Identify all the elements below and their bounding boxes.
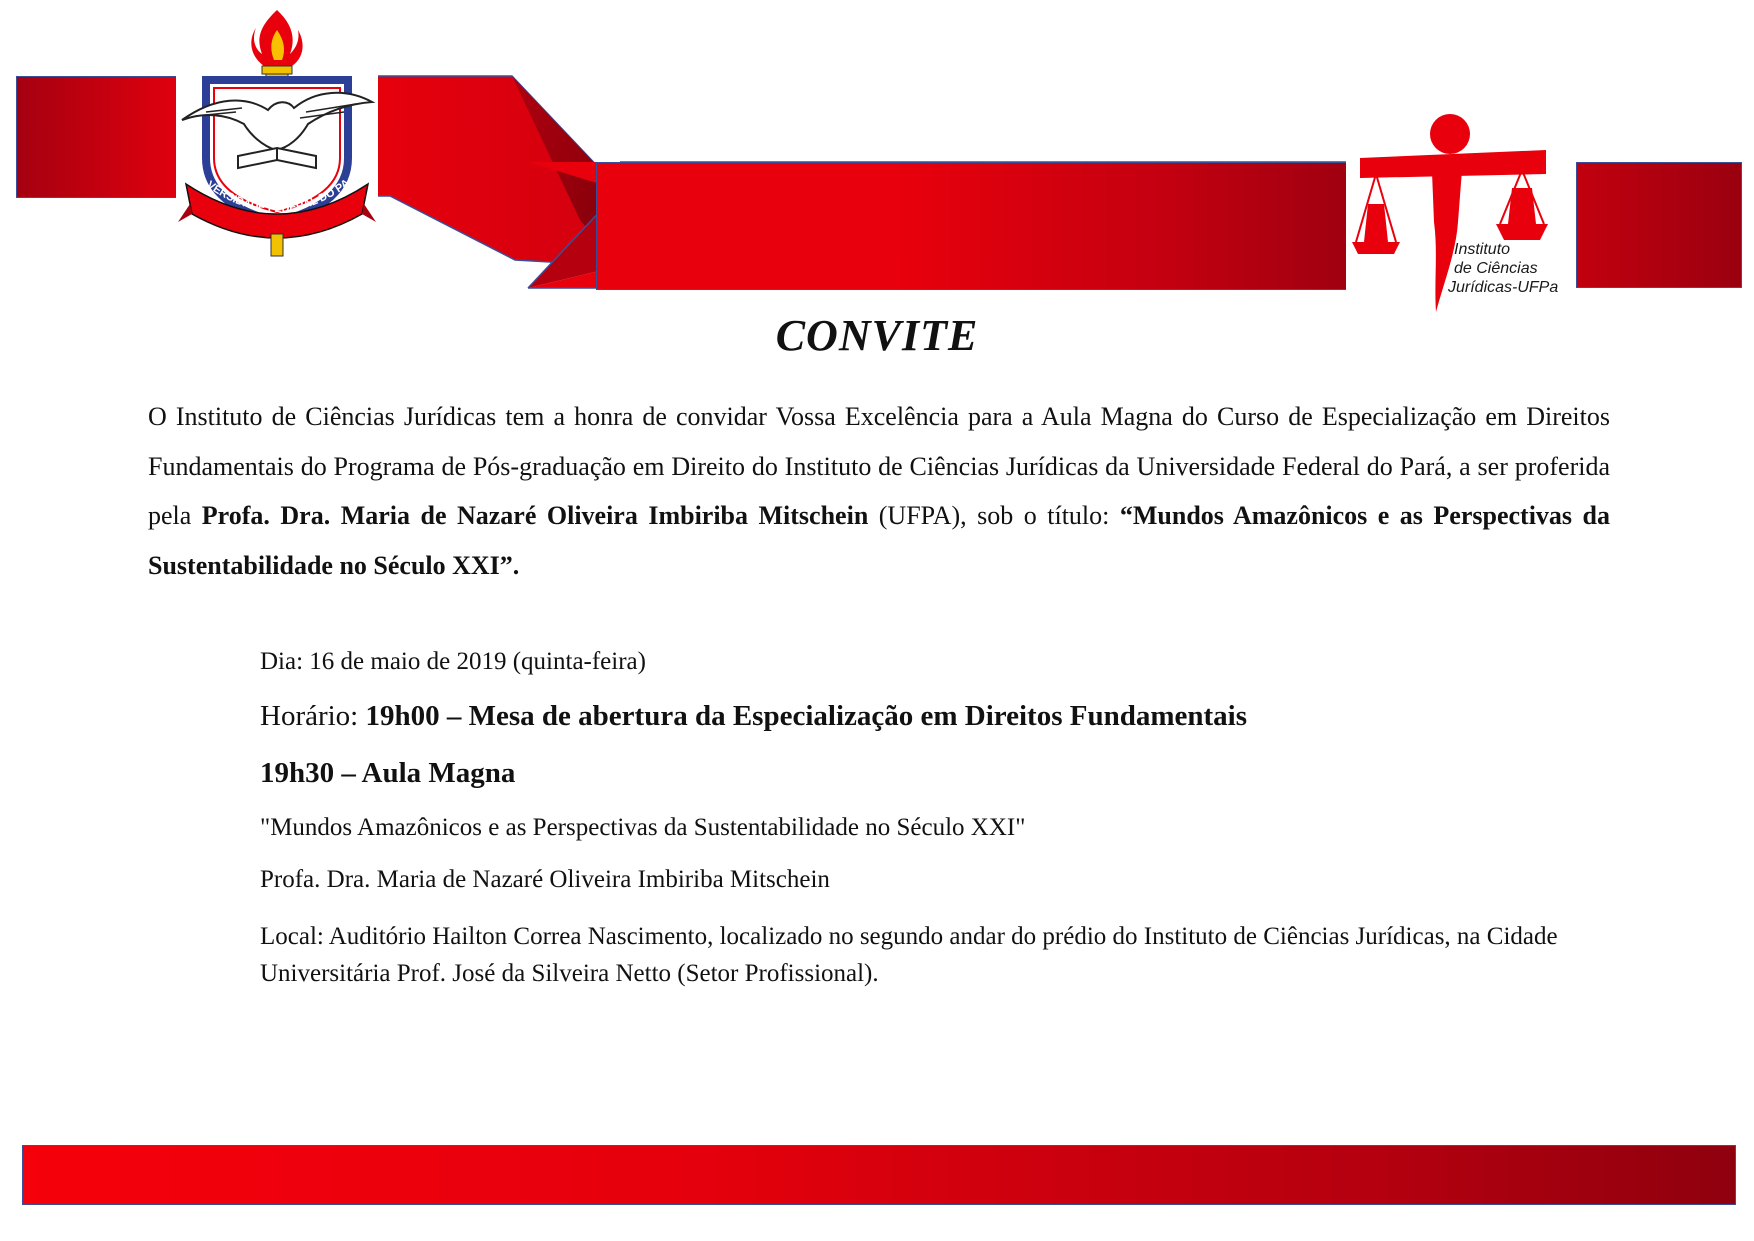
header-band-right [596, 162, 1348, 290]
invitation-paragraph [148, 392, 1610, 590]
footer-band [22, 1145, 1736, 1205]
university-crest [176, 8, 378, 260]
page-title: CONVITE [775, 311, 979, 360]
time-opening: 19h00 [365, 700, 440, 732]
time-label: Horário: [260, 700, 366, 732]
event-time [260, 700, 1247, 733]
institute-logo-line: de Ciências [1454, 260, 1538, 277]
event-location: Local: Auditório Hailton Correa Nascimento, localizado no segundo andar do prédio do Instituto de Ciências Jurídicas, na Cidade Universitária Prof. José da Silveira Netto (Setor Profissional). [260, 923, 1558, 987]
institute-logo-text [1448, 240, 1559, 297]
crest-emblem-icon [176, 8, 378, 260]
lecture-quote: "Mundos Amazônicos e as Perspectivas da Sustentabilidade no Século XXI" [260, 814, 1026, 841]
aula-magna-time: 19h30 – Aula Magna [260, 757, 516, 789]
lecture-speaker: Profa. Dra. Maria de Nazaré Oliveira Imbiriba Mitschein [260, 866, 830, 893]
institute-logo-line: Instituto [1454, 241, 1511, 258]
lecture-title: “Mundos Amazônicos e as Perspectivas da Sustentabilidade no Século XXI”. [148, 501, 1610, 580]
intro-text: (UFPA), sob o título: [868, 501, 1120, 530]
crest-inscription: VERSIDADE FEDERAL DO PA [204, 177, 353, 216]
speaker-name: Profa. Dra. Maria de Nazaré Oliveira Imbiriba Mitschein [201, 501, 869, 530]
institute-logo-line: Jurídicas-UFPa [1448, 279, 1559, 296]
event-date: Dia: 16 de maio de 2019 (quinta-feira) [260, 648, 646, 675]
intro-text: O Instituto de Ciências Jurídicas tem a honra de convidar Vossa Excelência para a Aula Magna do Curso de Especialização em Direitos Fundamentais do Programa de Pós-graduação em Direito do Instituto de Ciências Jurídicas da Universidade Federal do Pará, a ser proferida pela [148, 402, 1610, 530]
time-opening-desc: – Mesa de abertura da Especialização em Direitos Fundamentais [439, 700, 1247, 732]
header-band-far-right [1576, 162, 1742, 288]
